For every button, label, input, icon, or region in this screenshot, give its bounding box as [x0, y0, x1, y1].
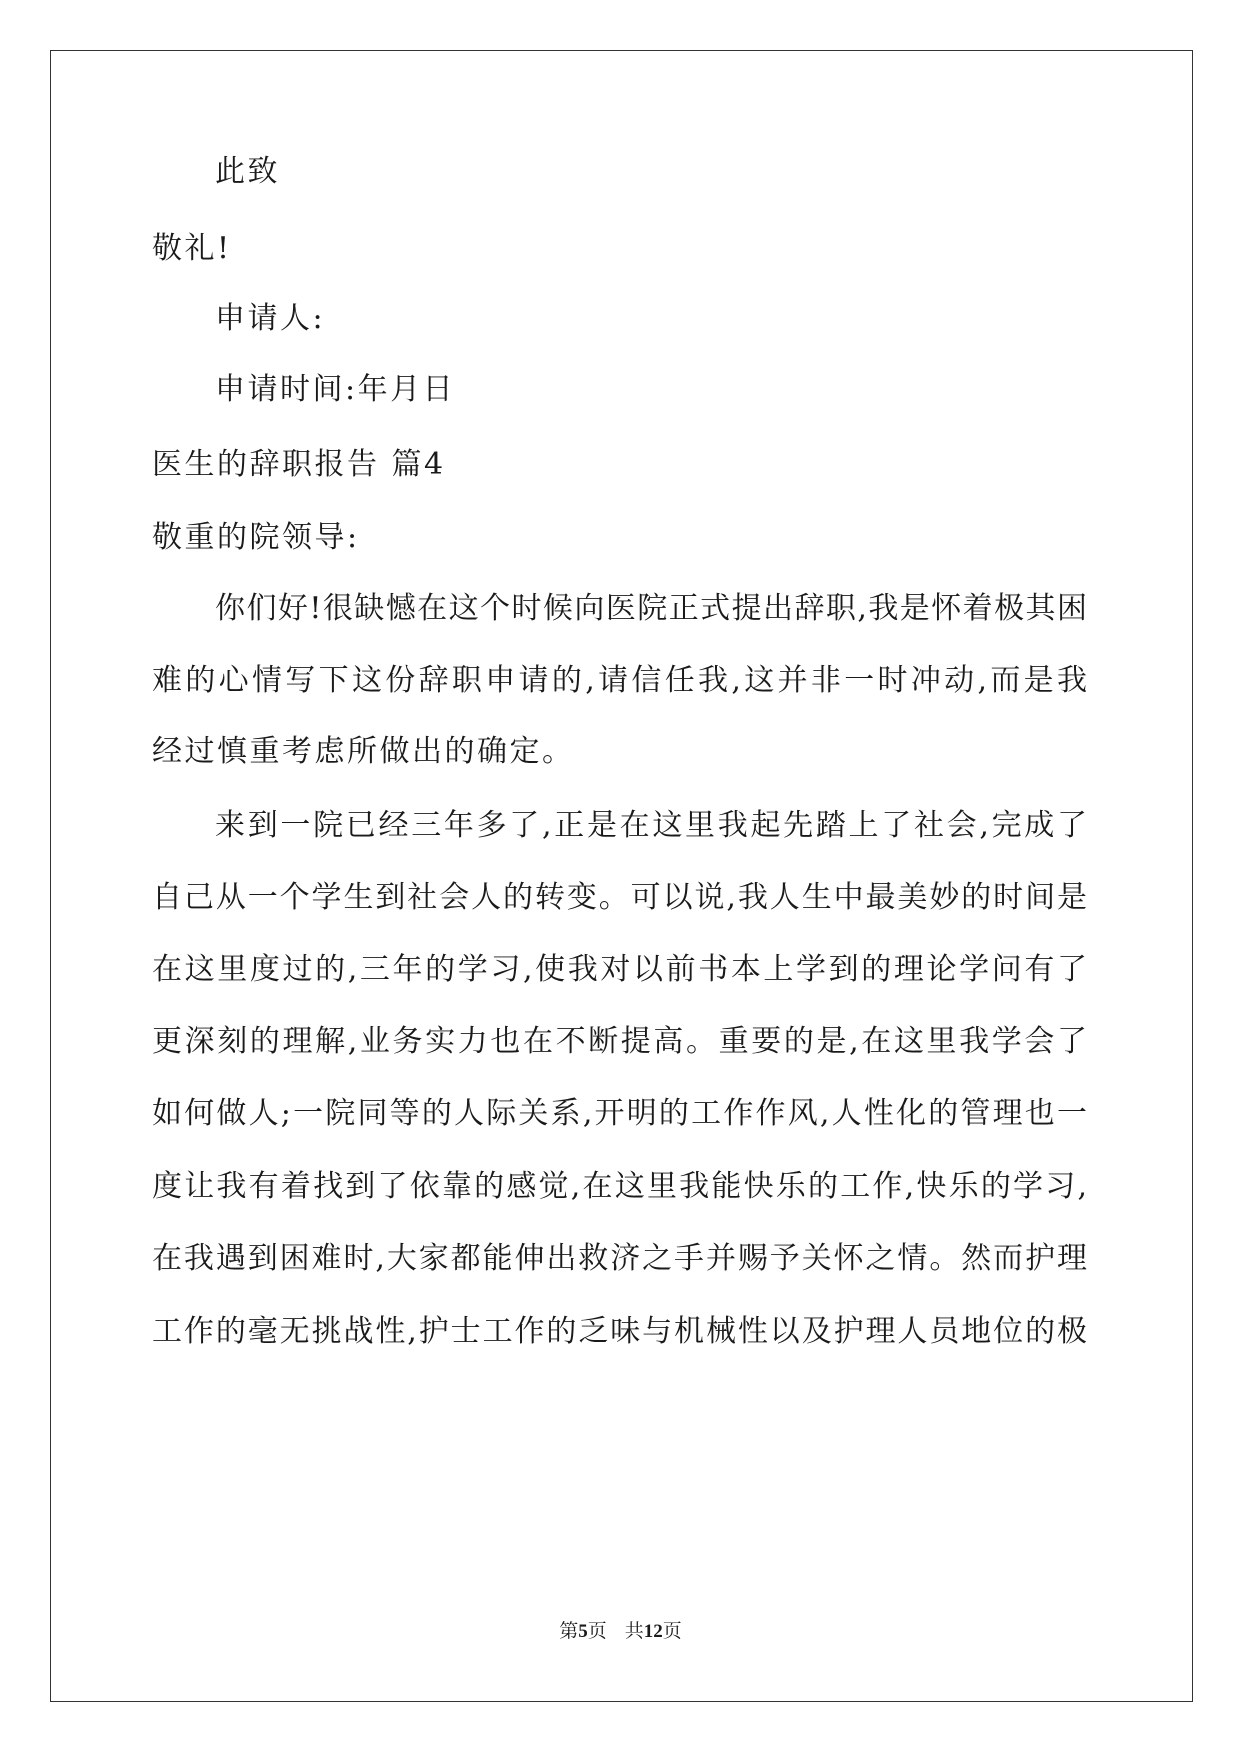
footer-page-prefix: 第 — [559, 1621, 579, 1642]
page-footer — [0, 1620, 1241, 1644]
paragraph2-line1: 来到一院已经三年多了,正是在这里我起先踏上了社会,完成了 — [215, 808, 1087, 843]
paragraph2-line5: 如何做人;一院同等的人际关系,开明的工作作风,人性化的管理也一 — [152, 1096, 1087, 1131]
applicant-line: 申请人: — [215, 301, 326, 336]
paragraph2-line6: 度让我有着找到了依靠的感觉,在这里我能快乐的工作,快乐的学习, — [152, 1169, 1087, 1204]
paragraph1-line2: 难的心情写下这份辞职申请的,请信任我,这并非一时冲动,而是我 — [152, 663, 1087, 698]
paragraph1-line3: 经过慎重考虑所做出的确定。 — [152, 734, 575, 769]
closing-line: 此致 — [215, 154, 280, 189]
footer-current-page: 5 — [578, 1621, 588, 1642]
greeting-line: 敬重的院领导: — [152, 520, 360, 555]
footer-page-mid: 页 — [587, 1621, 607, 1642]
section-title: 医生的辞职报告 篇4 — [152, 447, 446, 482]
paragraph2-line8: 工作的毫无挑战性,护士工作的乏味与机械性以及护理人员地位的极 — [152, 1314, 1087, 1349]
footer-total-pages: 12 — [643, 1621, 663, 1642]
paragraph2-line4: 更深刻的理解,业务实力也在不断提高。重要的是,在这里我学会了 — [152, 1024, 1087, 1059]
footer-total-prefix: 共 — [624, 1621, 644, 1642]
footer-total-suffix: 页 — [662, 1621, 682, 1642]
apply-date-line: 申请时间:年月日 — [215, 372, 456, 407]
paragraph1-line1: 你们好!很缺憾在这个时候向医院正式提出辞职,我是怀着极其困 — [215, 591, 1087, 626]
salute-line: 敬礼! — [152, 231, 232, 266]
paragraph2-line2: 自己从一个学生到社会人的转变。可以说,我人生中最美妙的时间是 — [152, 880, 1087, 915]
paragraph2-line7: 在我遇到困难时,大家都能伸出救济之手并赐予关怀之情。然而护理 — [152, 1241, 1087, 1276]
page-border — [50, 50, 1193, 1702]
paragraph2-line3: 在这里度过的,三年的学习,使我对以前书本上学到的理论学问有了 — [152, 952, 1087, 987]
